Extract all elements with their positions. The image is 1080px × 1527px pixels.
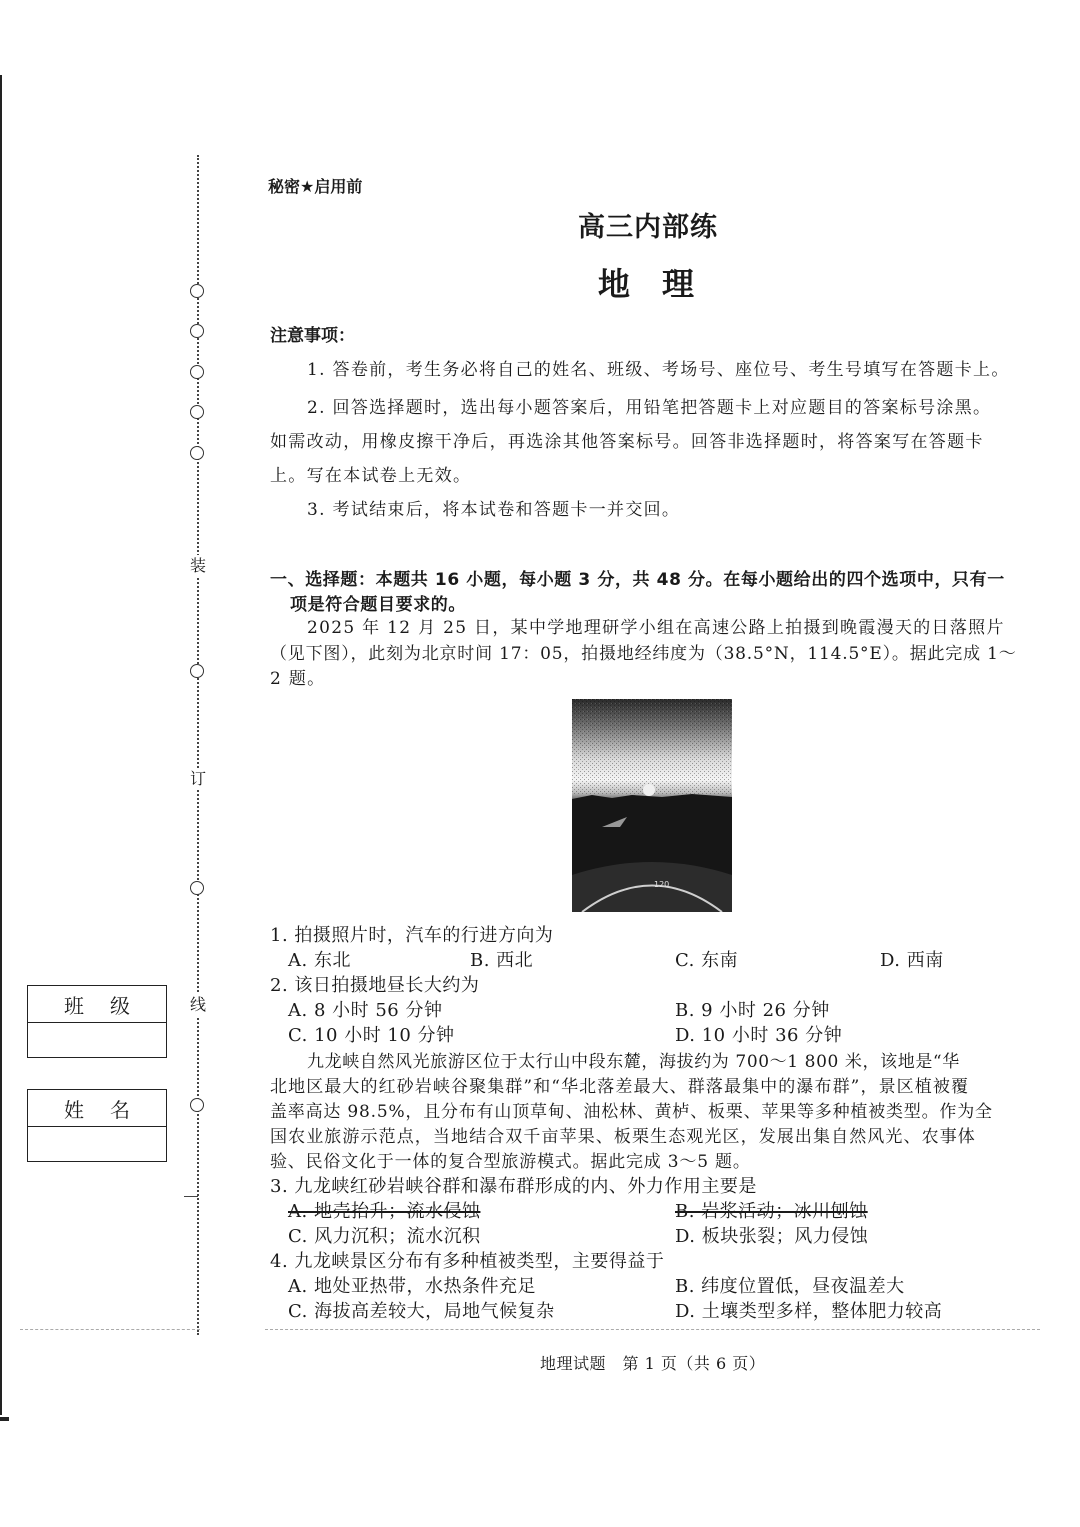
class-field[interactable] xyxy=(28,1023,166,1057)
photo-dashboard-text: 120 xyxy=(654,880,670,889)
binding-hole xyxy=(190,881,204,895)
name-field[interactable] xyxy=(28,1127,166,1161)
question-1-option-b: B. 西北 xyxy=(470,950,534,971)
sun-shape xyxy=(643,784,655,796)
exam-name: 高三内部练 xyxy=(578,212,718,243)
passage-2-cont: 北地区最大的红砂岩峡谷聚集群”和“华北落差最大、群落最集中的瀑布群”，景区植被覆 xyxy=(270,1077,970,1097)
binding-hole xyxy=(190,324,204,338)
question-3-option-d: D. 板块张裂；风力侵蚀 xyxy=(675,1226,869,1247)
confidential-mark: 秘密★启用前 xyxy=(268,177,363,196)
question-4-option-c: C. 海拔高差较大，局地气候复杂 xyxy=(288,1301,555,1322)
binding-hole xyxy=(190,405,204,419)
sunset-photo xyxy=(572,699,732,912)
class-label: 班级 xyxy=(28,986,166,1023)
question-2-option-d: D. 10 小时 36 分钟 xyxy=(675,1025,843,1046)
passage-2-cont: 盖率高达 98.5%，且分布有山顶草甸、油松林、黄栌、板栗、苹果等多种植被类型。作为全 xyxy=(270,1102,993,1122)
section-heading: 一、选择题：本题共 16 小题，每小题 3 分，共 48 分。在每小题给出的四个选项中，只有一 xyxy=(270,570,1005,590)
notice-item-2-cont: 如需改动，用橡皮擦干净后，再选涂其他答案标号。回答非选择题时，将答案写在答题卡 xyxy=(270,432,984,452)
question-4-option-d: D. 土壤类型多样，整体肥力较高 xyxy=(675,1301,943,1322)
section-heading-cont: 项是符合题目要求的。 xyxy=(290,595,466,615)
question-4-option-b: B. 纬度位置低，昼夜温差大 xyxy=(675,1276,905,1297)
scan-left-edge xyxy=(0,75,2,1415)
binding-hole xyxy=(190,284,204,298)
binding-char-zhuang: 装 xyxy=(187,555,209,577)
binding-hole xyxy=(190,365,204,379)
binding-tick xyxy=(184,1196,198,1197)
binding-hole xyxy=(190,664,204,678)
question-4-option-a: A. 地处亚热带，水热条件充足 xyxy=(288,1276,536,1297)
notice-item-2: 2. 回答选择题时，选出每小题答案后，用铅笔把答题卡上对应题目的答案标号涂黑。 xyxy=(307,398,992,418)
binding-char-xian: 线 xyxy=(187,994,209,1016)
passage-1: 2025 年 12 月 25 日，某中学地理研学小组在高速公路上拍摄到晚霞漫天的日落照片 xyxy=(307,618,1005,638)
binding-char-ding: 订 xyxy=(187,768,209,790)
question-1-stem: 1. 拍摄照片时，汽车的行进方向为 xyxy=(270,925,554,946)
passage-2: 九龙峡自然风光旅游区位于太行山中段东麓，海拔约为 700～1 800 米，该地是“华 xyxy=(307,1052,960,1072)
subject-title: 地 理 xyxy=(598,265,695,303)
question-2-stem: 2. 该日拍摄地昼长大约为 xyxy=(270,975,480,996)
question-1-option-c: C. 东南 xyxy=(675,950,739,971)
notice-item-2-cont: 上。写在本试卷上无效。 xyxy=(270,466,472,486)
binding-hole xyxy=(190,446,204,460)
question-2-option-a: A. 8 小时 56 分钟 xyxy=(288,1000,443,1021)
scan-mark xyxy=(0,1417,9,1421)
name-box xyxy=(27,1089,167,1162)
page-footer: 地理试题 第 1 页（共 6 页） xyxy=(540,1354,766,1373)
sunset-photo-image xyxy=(572,699,732,912)
notice-title: 注意事项： xyxy=(270,326,355,346)
binding-hole xyxy=(190,1098,204,1112)
question-3-option-b: B. 岩浆活动；冰川刨蚀 xyxy=(675,1201,868,1222)
page-rule xyxy=(265,1329,1040,1330)
question-3-option-c: C. 风力沉积；流水沉积 xyxy=(288,1226,481,1247)
question-3-option-a: A. 地壳抬升；流水侵蚀 xyxy=(288,1201,481,1222)
notice-item-3: 3. 考试结束后，将本试卷和答题卡一并交回。 xyxy=(307,500,681,520)
question-1-option-a: A. 东北 xyxy=(288,950,351,971)
question-2-option-c: C. 10 小时 10 分钟 xyxy=(288,1025,455,1046)
page-rule-left xyxy=(20,1329,200,1330)
question-4-stem: 4. 九龙峡景区分布有多种植被类型，主要得益于 xyxy=(270,1251,665,1272)
question-3-stem: 3. 九龙峡红砂岩峡谷群和瀑布群形成的内、外力作用主要是 xyxy=(270,1176,757,1197)
question-2-option-b: B. 9 小时 26 分钟 xyxy=(675,1000,830,1021)
passage-1-cont: 2 题。 xyxy=(270,669,326,689)
passage-1-cont: （见下图），此刻为北京时间 17：05，拍摄地经纬度为（38.5°N，114.5°E）。据此完成 1～ xyxy=(270,644,1017,664)
class-box xyxy=(27,985,167,1058)
passage-2-cont: 验、民俗文化于一体的复合型旅游模式。据此完成 3～5 题。 xyxy=(270,1152,751,1172)
question-1-option-d: D. 西南 xyxy=(880,950,944,971)
passage-2-cont: 国农业旅游示范点，当地结合双千亩苹果、板栗生态观光区，发展出集自然风光、农事体 xyxy=(270,1127,976,1147)
name-label: 姓名 xyxy=(28,1090,166,1127)
notice-item-1: 1. 答卷前，考生务必将自己的姓名、班级、考场号、座位号、考生号填写在答题卡上。 xyxy=(307,360,1010,380)
